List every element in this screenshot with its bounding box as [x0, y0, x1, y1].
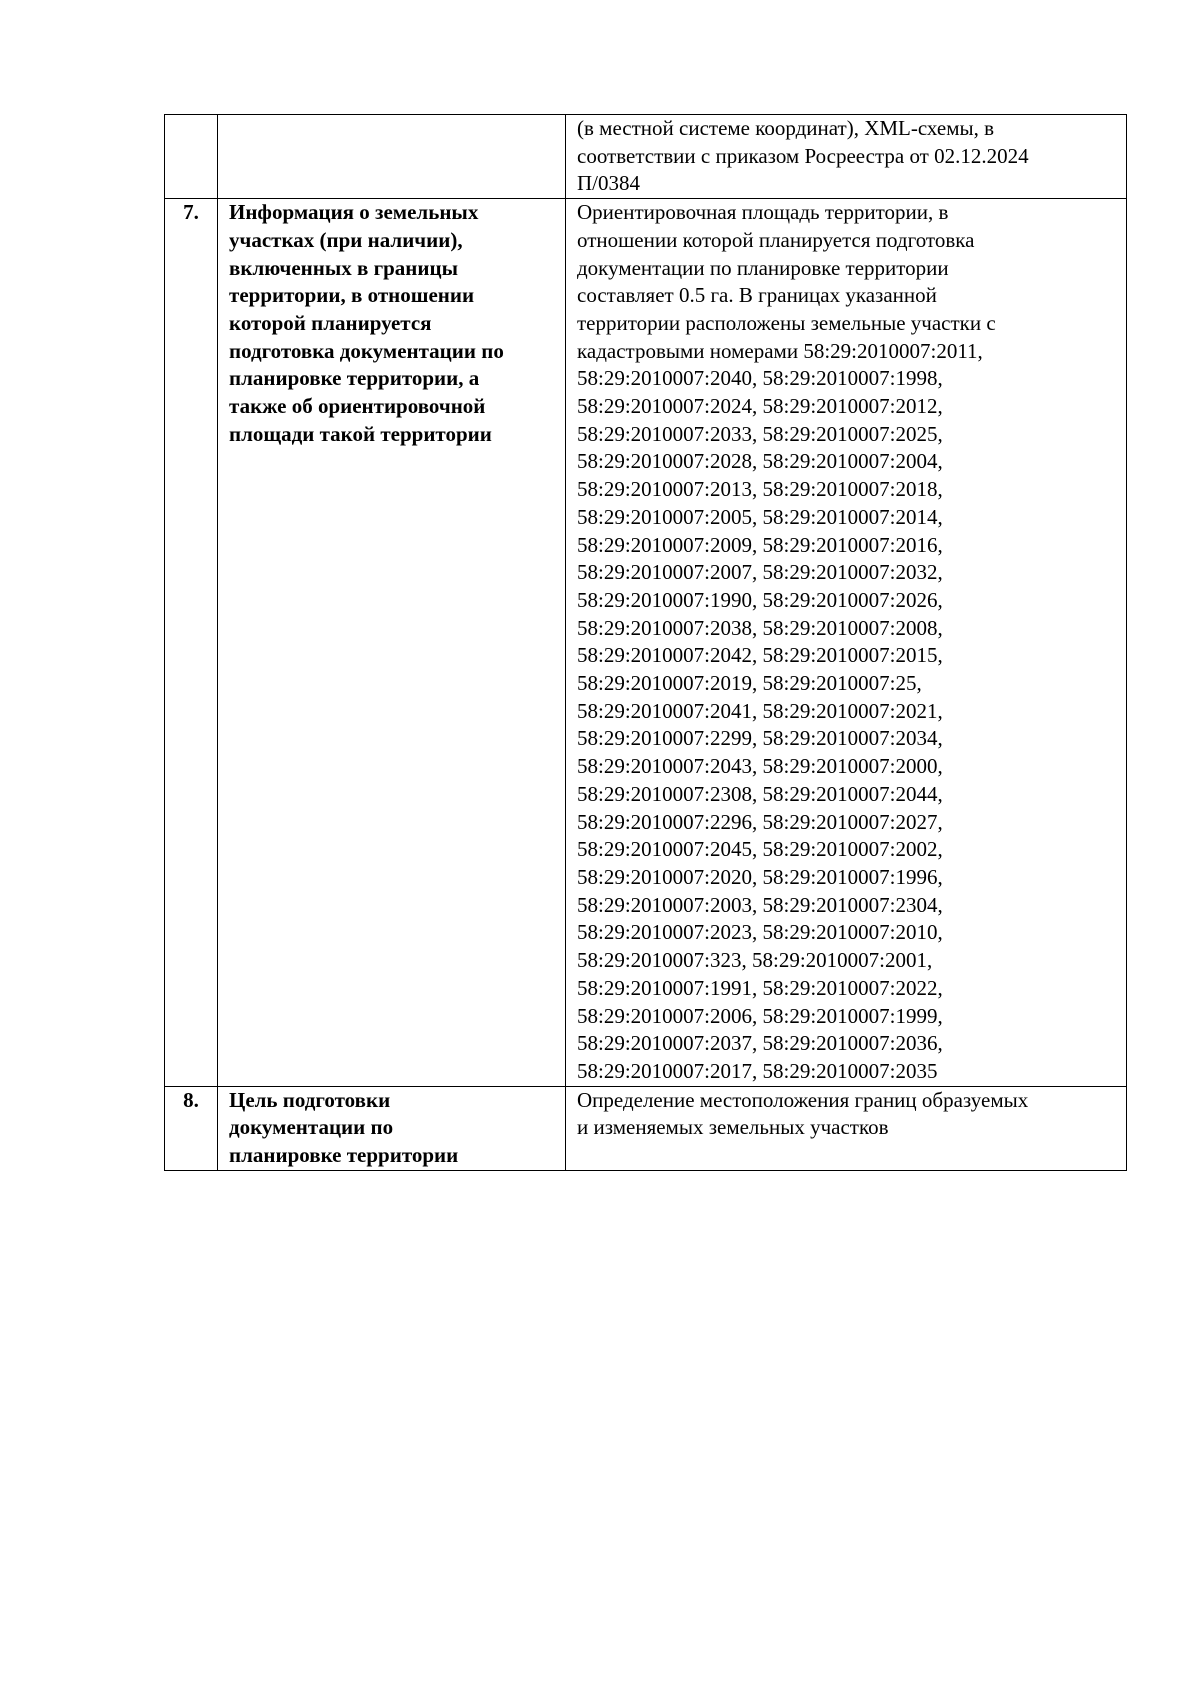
document-table: [164, 114, 1127, 1171]
value-line: 58:29:2010007:2005, 58:29:2010007:2014,: [577, 504, 943, 529]
label-line: Цель подготовки: [229, 1087, 391, 1112]
label-line: которой планируется: [229, 310, 432, 335]
value-line: 58:29:2010007:2028, 58:29:2010007:2004,: [577, 449, 943, 474]
value-line: 58:29:2010007:2043, 58:29:2010007:2000,: [577, 754, 943, 779]
value-line: Определение местоположения границ образуемых: [577, 1087, 1029, 1112]
label-line: документации по: [229, 1115, 394, 1140]
value-line: соответствии с приказом Росреестра от 02.12.2024: [577, 143, 1029, 168]
row-value-cell: [566, 1086, 1127, 1170]
value-line: 58:29:2010007:1991, 58:29:2010007:2022,: [577, 975, 943, 1000]
value-line: Ориентировочная площадь территории, в: [577, 200, 949, 225]
value-line: (в местной системе координат), XML-схемы, в: [577, 116, 995, 140]
row-number-cell: 7.: [165, 199, 218, 1087]
table-row-8: [165, 1086, 1127, 1170]
row-value-cell: [566, 199, 1127, 1087]
row-label-cell: [218, 115, 566, 199]
row-label-cell: [218, 1086, 566, 1170]
table-row-7: [165, 199, 1127, 1087]
value-line: 58:29:2010007:2006, 58:29:2010007:1999,: [577, 1003, 943, 1028]
value-line: 58:29:2010007:2308, 58:29:2010007:2044,: [577, 781, 943, 806]
value-line: 58:29:2010007:2003, 58:29:2010007:2304,: [577, 892, 943, 917]
value-line: 58:29:2010007:2024, 58:29:2010007:2012,: [577, 394, 943, 419]
value-line: 58:29:2010007:2033, 58:29:2010007:2025,: [577, 421, 943, 446]
value-line: 58:29:2010007:323, 58:29:2010007:2001,: [577, 948, 933, 973]
label-line: Информация о земельных: [229, 200, 479, 225]
row-label-cell: [218, 199, 566, 1087]
label-line: участках (при наличии),: [229, 227, 463, 252]
value-line: 58:29:2010007:2023, 58:29:2010007:2010,: [577, 920, 943, 945]
value-line: 58:29:2010007:2299, 58:29:2010007:2034,: [577, 726, 943, 751]
value-line: и изменяемых земельных участков: [577, 1115, 889, 1140]
value-line: 58:29:2010007:2042, 58:29:2010007:2015,: [577, 643, 943, 668]
value-line: составляет 0.5 га. В границах указанной: [577, 283, 937, 308]
value-line: 58:29:2010007:2013, 58:29:2010007:2018,: [577, 477, 943, 502]
value-line: территории расположены земельные участки с: [577, 310, 996, 335]
table-row-continuation: [165, 115, 1127, 199]
value-line: 58:29:2010007:2040, 58:29:2010007:1998,: [577, 366, 943, 391]
value-line: 58:29:2010007:2019, 58:29:2010007:25,: [577, 671, 922, 696]
value-line: документации по планировке территории: [577, 255, 949, 280]
label-line: планировке территории: [229, 1143, 459, 1168]
value-line: 58:29:2010007:2009, 58:29:2010007:2016,: [577, 532, 943, 557]
value-line: 58:29:2010007:2038, 58:29:2010007:2008,: [577, 615, 943, 640]
label-line: подготовка документации по: [229, 338, 504, 363]
label-line: планировке территории, а: [229, 366, 480, 391]
label-line: площади такой территории: [229, 421, 492, 446]
value-line: 58:29:2010007:1990, 58:29:2010007:2026,: [577, 587, 943, 612]
value-line: 58:29:2010007:2045, 58:29:2010007:2002,: [577, 837, 943, 862]
row-value-cell: [566, 115, 1127, 199]
value-line: 58:29:2010007:2037, 58:29:2010007:2036,: [577, 1031, 943, 1056]
value-line: 58:29:2010007:2017, 58:29:2010007:2035: [577, 1058, 938, 1083]
label-line: также об ориентировочной: [229, 394, 486, 419]
value-line: 58:29:2010007:2007, 58:29:2010007:2032,: [577, 560, 943, 585]
label-line: территории, в отношении: [229, 283, 475, 308]
value-line: отношении которой планируется подготовка: [577, 227, 975, 252]
row-number-cell: [165, 115, 218, 199]
value-line: 58:29:2010007:2296, 58:29:2010007:2027,: [577, 809, 943, 834]
label-line: включенных в границы: [229, 255, 458, 280]
value-line: П/0384: [577, 171, 640, 196]
row-number-cell: 8.: [165, 1086, 218, 1170]
value-line: кадастровыми номерами 58:29:2010007:2011,: [577, 338, 983, 363]
value-line: 58:29:2010007:2041, 58:29:2010007:2021,: [577, 698, 943, 723]
value-line: 58:29:2010007:2020, 58:29:2010007:1996,: [577, 864, 943, 889]
